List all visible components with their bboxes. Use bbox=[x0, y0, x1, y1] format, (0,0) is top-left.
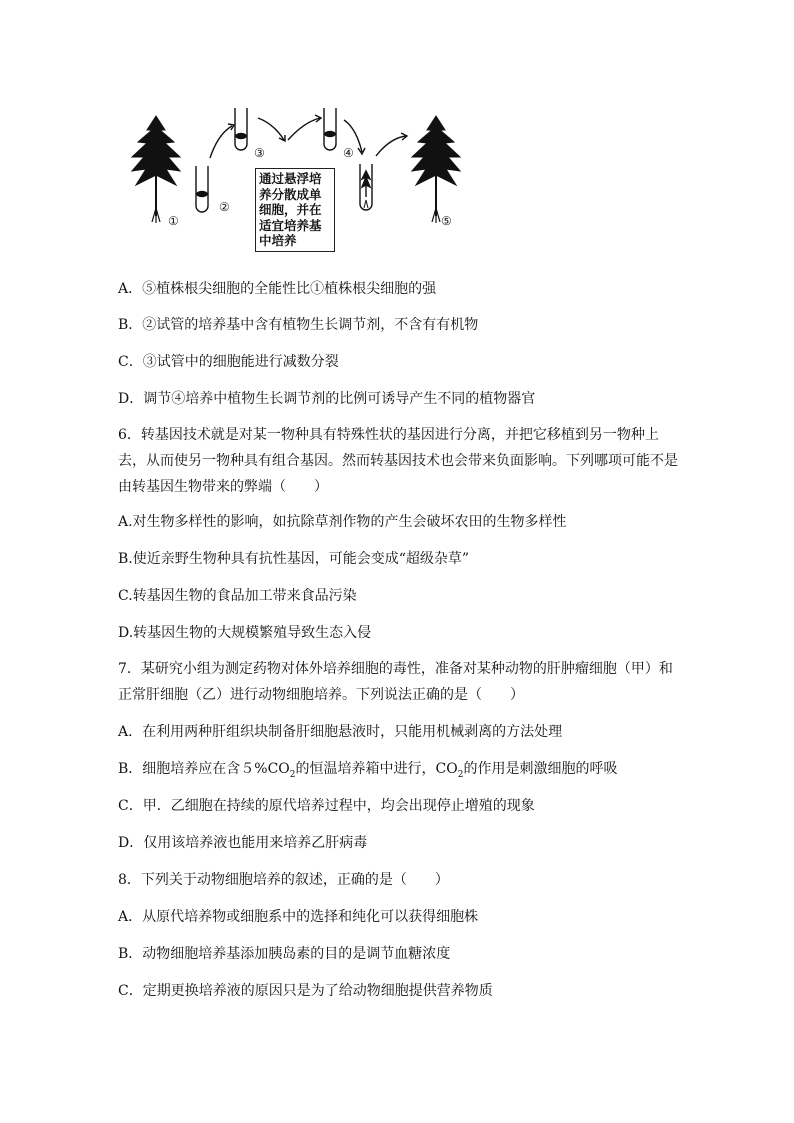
q7-option-a: A．在利用两种肝组织块制备肝细胞悬液时，只能用机械剥离的方法处理 bbox=[118, 724, 563, 740]
q7-option-d: D．仅用该培养液也能用来培养乙肝病毒 bbox=[118, 835, 368, 851]
q7-option-b-part2: 的恒温培养箱中进行，CO bbox=[295, 761, 458, 777]
arrow-2-icon bbox=[258, 118, 284, 140]
arrow-5-icon bbox=[376, 136, 406, 156]
q5-option-d: D．调节④培养中植物生长调节剂的比例可诱导产生不同的植物器官 bbox=[118, 391, 536, 407]
q6-option-a: A.对生物多样性的影响，如抗除草剂作物的产生会破坏农田的生物多样性 bbox=[118, 514, 567, 530]
test-tube-2-icon bbox=[196, 166, 208, 212]
q7-option-b bbox=[118, 759, 617, 785]
q6-option-b: B.使近亲野生物种具有抗性基因，可能会变成“超级杂草” bbox=[118, 551, 470, 567]
q7-stem: 7．某研究小组为测定药物对体外培养细胞的毒性，准备对某种动物的肝肿瘤细胞（甲）和正常肝细胞（乙）进行动物细胞培养。下列说法正确的是（ ） bbox=[118, 661, 673, 703]
q6-option-c: C.转基因生物的食品加工带来食品污染 bbox=[118, 588, 357, 604]
test-tube-plantlet-icon bbox=[360, 164, 372, 210]
q7-option-b-part1: B．细胞培养应在含５%CO bbox=[118, 761, 290, 777]
arrow-1-icon bbox=[210, 126, 232, 158]
q7-option-b-sub1: 2 bbox=[289, 769, 296, 780]
label-4: ④ bbox=[343, 146, 354, 160]
figure-caption-box: 通过悬浮培养分散成单细胞，并在适宜培养基中培养 bbox=[255, 168, 335, 252]
q8-option-a: A．从原代培养物或细胞系中的选择和纯化可以获得细胞株 bbox=[118, 909, 479, 925]
q8-option-b: B．动物细胞培养基添加胰岛素的目的是调节血糖浓度 bbox=[118, 946, 451, 962]
tissue-culture-diagram bbox=[118, 96, 518, 266]
q6-option-d: D.转基因生物的大规模繁殖导致生态入侵 bbox=[118, 625, 372, 641]
q8-stem: 8．下列关于动物细胞培养的叙述，正确的是（ ） bbox=[118, 872, 449, 888]
q7-option-c: C．甲．乙细胞在持续的原代培养过程中，均会出现停止增殖的现象 bbox=[118, 798, 535, 814]
q7-option-b-part3: 的作用是刺激细胞的呼吸 bbox=[463, 761, 618, 777]
q6-stem: 6．转基因技术就是对某一物种具有特殊性状的基因进行分离，并把它移植到另一物种上去，从而使另一物种具有组合基因。然而转基因技术也会带来负面影响。下列哪项可能不是由转基因生物带来的弊端（ ） bbox=[118, 427, 678, 495]
q7-option-b-sub2: 2 bbox=[457, 769, 464, 780]
arrow-3-icon bbox=[288, 118, 320, 140]
label-2: ② bbox=[219, 200, 230, 214]
label-1: ① bbox=[168, 214, 179, 228]
plant-left-icon bbox=[132, 116, 180, 223]
label-5: ⑤ bbox=[441, 214, 452, 228]
test-tube-3-icon bbox=[235, 108, 247, 150]
label-3: ③ bbox=[254, 146, 265, 160]
q5-option-a: A．⑤植株根尖细胞的全能性比①植株根尖细胞的强 bbox=[118, 281, 437, 297]
test-tube-4-icon bbox=[324, 108, 336, 150]
q5-option-b: B．②试管的培养基中含有植物生长调节剂，不含有有机物 bbox=[118, 317, 479, 333]
q8-option-c: C．定期更换培养液的原因只是为了给动物细胞提供营养物质 bbox=[118, 983, 493, 999]
plant-right-icon bbox=[412, 116, 460, 223]
q5-option-c: C．③试管中的细胞能进行减数分裂 bbox=[118, 354, 339, 370]
